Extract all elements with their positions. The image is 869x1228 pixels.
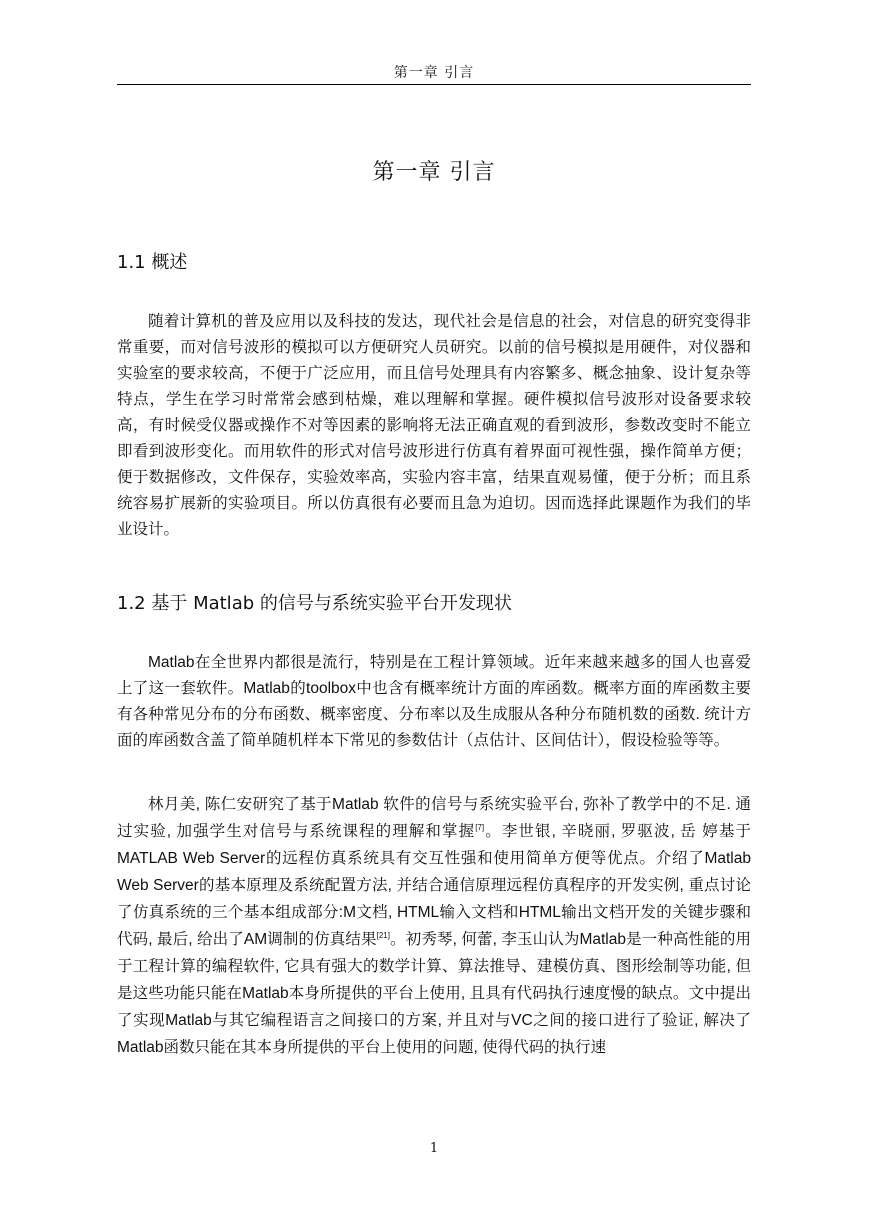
related-work-text-1: 林月美, 陈仁安研究了基于Matlab 软件的信号与系统实验平台, 弥补了教学中的不足. 通过实验, 加强学生对信号与系统课程的理解和掌握 [117, 796, 751, 840]
section-heading-status: 1.2 基于 Matlab 的信号与系统实验平台开发现状 [117, 593, 512, 614]
header-rule [117, 84, 751, 85]
paragraph-overview: 随着计算机的普及应用以及科技的发达，现代社会是信息的社会，对信息的研究变得非常重要，而对信号波形的模拟可以方便研究人员研究。以前的信号模拟是用硬件，对仪器和实验室的要求较高，不便于广泛应用，而且信号处理具有内容繁多、概念抽象、设计复杂等特点，学生在学习时常常会感到枯燥，难以理解和掌握。硬件模拟信号波形对设备要求较高，有时候受仪器或操作不对等因素的影响将无法正确直观的看到波形，参数改变时不能立即看到波形变化。而用软件的形式对信号波形进行仿真有着界面可视性强，操作简单方便；便于数据修改，文件保存，实验效率高，实验内容丰富，结果直观易懂，便于分析；而且系统容易扩展新的实验项目。所以仿真很有必要而且急为迫切。因而选择此课题作为我们的毕业设计。 [117, 312, 751, 538]
citation-ref-21: [21] [376, 930, 390, 940]
citation-ref-7: [7] [475, 822, 485, 832]
related-work-text-2: 。李世银, 辛晓丽, 罗驱波, 岳 婷基于MATLAB Web Server的远程仿真系统具有交互性强和使用简单方便等优点。介绍了Matlab Web Server的基本原理及系统配置方法, 并结合通信原理远程仿真程序的开发实例, 重点讨论了仿真系统的三个基本组成部分:M文档, HTML输入文档和HTML输出文档开发的关键步骤和代码, 最后, 给出了AM调制的仿真结果 [117, 823, 751, 948]
related-work-text-3: 。初秀琴, 何蕾, 李玉山认为Matlab是一种高性能的用于工程计算的编程软件, 它具有强大的数学计算、算法推导、建模仿真、图形绘制等功能, 但是这些功能只能在Matlab本身所提供的平台上使用, 且具有代码执行速度慢的缺点。文中提出了实现Matlab与其它编程语言之间接口的方案, 并且对与VC之间的接口进行了验证, 解决了Matlab函数只能在其本身所提供的平台上使用的问题, 使得代码的执行速 [117, 931, 751, 1056]
chapter-title: 第一章 引言 [372, 160, 496, 185]
page-number: 1 [429, 1141, 439, 1156]
paragraph-related-work [117, 791, 751, 1061]
paragraph-matlab-intro: Matlab在全世界内都很是流行，特别是在工程计算领域。近年来越来越多的国人也喜爱上了这一套软件。Matlab的toolbox中也含有概率统计方面的库函数。概率方面的库函数主要有各种常见分布的分布函数、概率密度、分布率以及生成服从各种分布随机数的函数. 统计方面的库函数含盖了简单随机样本下常见的参数估计（点估计、区间估计），假设检验等等。 [117, 654, 751, 749]
section-heading-overview: 1.1 概述 [117, 252, 188, 273]
running-header: 第一章 引言 [393, 65, 475, 81]
